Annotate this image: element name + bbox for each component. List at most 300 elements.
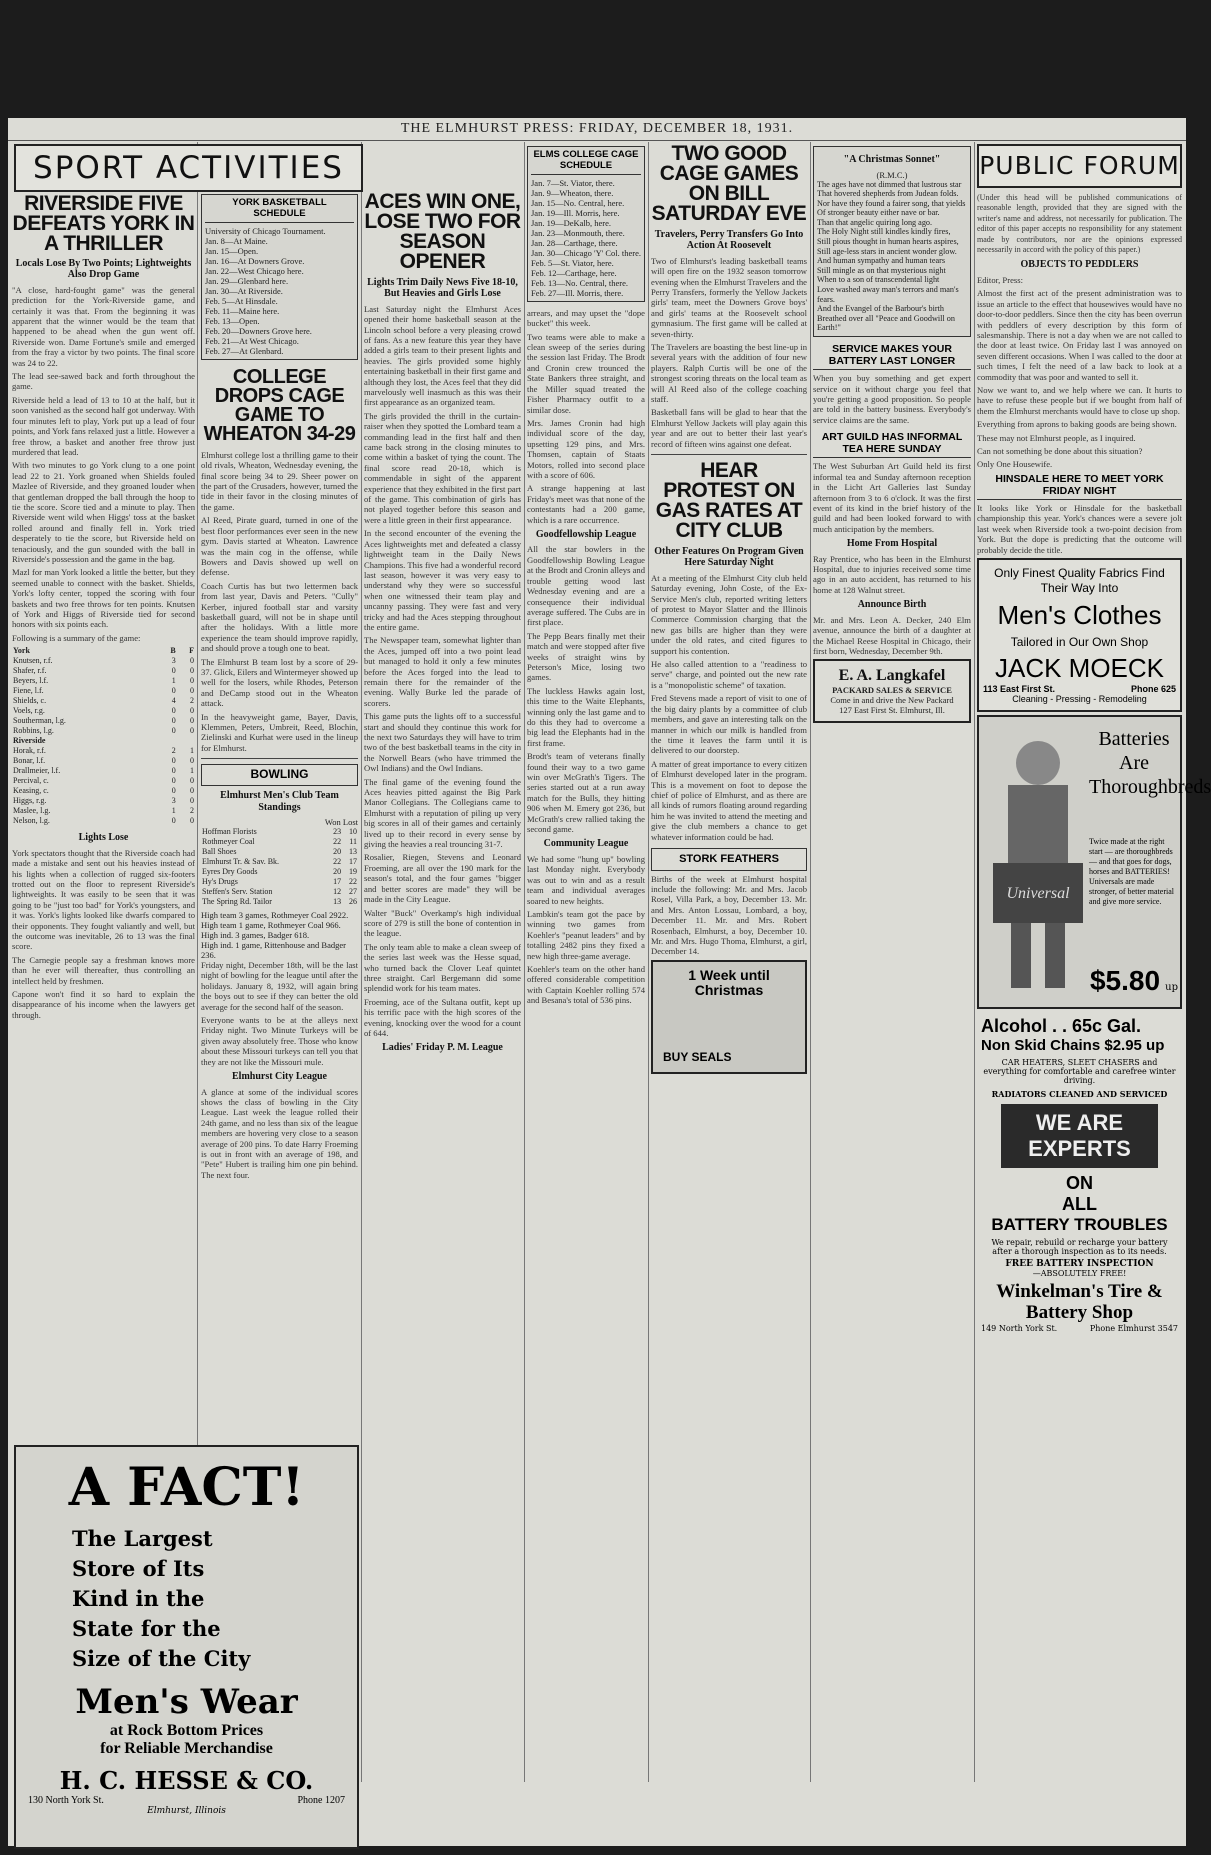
standings-note: High ind. 1 game, Rittenhouse and Badger 236.	[201, 940, 346, 961]
battery-headline: SERVICE MAKES YOUR BATTERY LAST LONGER	[813, 343, 971, 370]
ad-name: H. C. HESSE & CO.	[59, 1766, 314, 1796]
ad-phone: Phone Elmhurst 3547	[1089, 1323, 1178, 1333]
table-row	[12, 776, 195, 786]
column-4	[527, 144, 645, 1784]
elms-schedule-box	[527, 146, 645, 302]
article-paragraph: Can not something be done about this situation?	[977, 446, 1143, 457]
article-paragraph: The Pepp Bears finally met their match and were stopped after five weeks of straight wins by Peterson's Mice, losing two games.	[527, 630, 645, 683]
sonnet-line: And the Evangel of the Barbour's birth	[817, 304, 944, 314]
ad-address: 113 East First St.	[983, 684, 1056, 694]
article-paragraph: When you buy something and get expert service on it without charge you feel that you're getting a good proposition. So people are told in the battery business. Everybody's service claims are the same.	[813, 373, 971, 425]
column-rule	[974, 142, 975, 1782]
table-row	[201, 877, 358, 887]
art-guild-headline: ART GUILD HAS INFORMAL TEA HERE SUNDAY	[813, 431, 971, 458]
ad-line: for Reliable Merchandise	[100, 1740, 273, 1758]
ad-name: JACK MOECK	[994, 653, 1165, 683]
ad-line: State for the	[72, 1616, 221, 1642]
sonnet-line: And human sympathy and human tears	[817, 256, 946, 266]
table-cell: 2	[190, 696, 194, 706]
sonnet-line: When to a son of transcendental light	[817, 275, 940, 285]
ad-line: Alcohol . . 65c Gal.	[981, 1016, 1142, 1036]
table-cell: 0	[171, 786, 176, 796]
table-cell: 17	[349, 857, 357, 867]
table-header: F	[189, 646, 194, 656]
table-cell: 22	[333, 857, 342, 867]
sonnet-line: The ages have not dimmed that lustrous star	[817, 179, 962, 189]
table-cell: 22	[333, 837, 342, 847]
sonnet-line: That hovered shepherds from Judean folds.	[817, 189, 959, 199]
ad-line: Store of Its	[72, 1556, 205, 1582]
ad-contact-row	[981, 1324, 1178, 1333]
cage-games-subhead: Travelers, Perry Transfers Go Into Action At Roosevelt	[654, 228, 804, 252]
table-cell: 0	[190, 716, 194, 726]
gas-rates-subhead: Other Features On Program Given Here Saturday Night	[654, 545, 804, 569]
schedule-item: Jan. 15—No. Central, here.	[531, 197, 625, 208]
sport-banner: SPORT ACTIVITIES	[14, 144, 363, 192]
schedule-list	[531, 178, 641, 298]
table-cell: 10	[349, 827, 357, 837]
cage-games-headline: TWO GOOD CAGE GAMES ON BILL SATURDAY EVE	[651, 142, 807, 225]
article-paragraph: In the second encounter of the evening the Aces lightweights met and defeated a classy lightweight team in the Daily News Champions. This five had a wonderful record last season, however it was very easy to understand why they were so successful when one witnessed their team play and uncanny passing. They were fast and very tricky and had the Aces stepping throughout the entire game.	[364, 528, 521, 632]
aces-subhead: Lights Trim Daily News Five 18-10, But Heavies and Girls Lose	[367, 276, 518, 300]
section-subhead: Goodfellowship League	[535, 528, 637, 540]
schedule-item: Jan. 19—DeKalb, here.	[531, 217, 612, 228]
price-block	[1089, 965, 1179, 997]
schedule-item: Jan. 23—Monmouth, there.	[531, 227, 625, 238]
article-paragraph: arrears, and may upset the "dope bucket" this week.	[527, 307, 645, 329]
ad-contact-row	[16, 1795, 357, 1806]
aces-article	[364, 304, 521, 1054]
article-paragraph: Coach Curtis has but two lettermen back from last year, Davis and Peters. "Cully" Kerber, injured football star and varsity basketball guard, will not be in shape until after the holidays. With a little more experience the team should improve rapidly, and should prove a tough one to beat.	[201, 580, 358, 654]
article-paragraph: Almost the first act of the present administration was to issue an article to the effect that housewives would have no door-to-door peddlers. Since then the city has been overrun with peddlers of every description by this form of salesmanship. There is not a day when we are not called to the door at least twice. On Friday last I was annoyed on seven different occasions. When I was called to the door at such times, I felt the need of a law back to look at a commodity that was poor and wanted to sell it.	[977, 288, 1182, 382]
schedule-item: Feb. 13—Open.	[205, 315, 260, 326]
article-paragraph: A matter of great importance to every citizen of Elmhurst developed later in the program. This is a movement on foot to depose the chief of police of Elmhurst, and as there are all kinds of rumors floating around regarding him he was invited to attend the meeting and give the club members a chance to get whatever information could be had.	[651, 758, 807, 842]
table-cell: Maslee, l.g.	[13, 806, 51, 816]
ad-address: 130 North York St.	[28, 1795, 104, 1807]
sonnet-line: Still age-less stars in ancient wonder glow.	[817, 246, 957, 256]
table-cell: 26	[349, 897, 357, 907]
schedule-item: Jan. 30—Chicago 'Y' Col. there.	[531, 247, 642, 258]
table-row	[12, 766, 195, 776]
section-subhead: Ladies' Friday P. M. League	[382, 1042, 503, 1054]
schedule-item: Jan. 15—Open.	[205, 245, 259, 256]
schedule-item: Feb. 13—No. Central, there.	[531, 277, 629, 288]
ad-line: at Rock Bottom Prices	[109, 1722, 264, 1740]
table-row	[12, 676, 195, 686]
ad-line: Tailored in Our Own Shop	[1010, 635, 1149, 649]
table-cell: 0	[190, 706, 194, 716]
ad-line: ALL	[1062, 1194, 1097, 1214]
sonnet-line: Still mingle as on that mysterious night	[817, 265, 946, 275]
hinsdale-headline: HINSDALE HERE TO MEET YORK FRIDAY NIGHT	[977, 473, 1182, 500]
table-cell: 1	[190, 766, 194, 776]
riverside-subhead: Locals Lose By Two Points; Lightweights Also Drop Game	[15, 257, 192, 281]
article-paragraph: The West Suburban Art Guild held its first informal tea and Sunday afternoon reception in the Licht Art Galleries last Sunday afternoon from 3 to 6 o'clock. It was the first event of its kind in the brief history of the guild and had been looked forward to with much anticipation by the members.	[813, 461, 971, 534]
article-paragraph: The lead see-sawed back and forth throughout the game.	[12, 371, 195, 392]
college-headline: COLLEGE DROPS CAGE GAME TO WHEATON 34-29	[203, 365, 356, 445]
box-score-table	[12, 646, 195, 826]
section-subhead: Announce Birth	[857, 599, 927, 611]
newspaper-page	[8, 118, 1211, 1846]
table-cell: Riverside	[13, 736, 46, 746]
article-paragraph: Brodt's team of veterans finally found their way to a two game win over McGrath's Tigers. The series started out at a run away match for the Bulls, they hitting 906 when M. Emery got 236, but McGrath's crew rallied taking the second game.	[527, 751, 645, 835]
standings-title: Elmhurst Men's Club Team Standings	[220, 790, 339, 813]
section-subhead: Lights Lose	[78, 832, 129, 844]
article-paragraph: Two of Elmhurst's leading basketball teams will open fire on the 1932 season tomorrow evening when the Elmhurst Travelers and the Perry Transfers, formerly the Yellow Jackets girls' team, meet the Downers Grove boys' and girls' teams at the Roosevelt school gymnasium. The first game will be called at seven-thirty.	[651, 255, 807, 339]
table-cell: Keasing, c.	[13, 786, 49, 796]
table-row	[201, 857, 358, 867]
section-subhead: Community League	[543, 838, 629, 850]
divider	[201, 758, 358, 759]
table-cell: Steffen's Serv. Station	[202, 887, 273, 897]
table-cell: 0	[190, 686, 194, 696]
article-paragraph: The only team able to make a clean sweep of the series last week was the Hesse squad, who turned back the Clover Leaf quintet three straight. Carl Bergemann did some splendid work for his team mates.	[364, 941, 521, 994]
ad-phone: Phone 1207	[297, 1795, 345, 1807]
sonnet-line: Still pious thought in human hearts aspires,	[817, 237, 959, 247]
column-rule	[810, 142, 811, 1782]
article-paragraph: Mrs. James Cronin had high individual score of the day, upsetting 129 pins, and Mrs. Thomsen, captain of Staats Motors, rolled into second place with a score of 606.	[527, 417, 645, 480]
table-cell: Knutsen, r.f.	[13, 656, 53, 666]
table-cell: 3	[171, 796, 176, 806]
table-row	[12, 726, 195, 736]
article-paragraph: These may not Elmhurst people, as I inquired.	[977, 432, 1136, 443]
schedule-list	[205, 226, 354, 356]
article-paragraph: Basketball fans will be glad to hear that the Elmhurst Yellow Jackets will play again this year and are out to better their last year's record of fifteen wins against one defeat.	[651, 407, 807, 449]
schedule-item: Jan. 8—At Maine.	[205, 235, 268, 246]
schedule-title: ELMS COLLEGE CAGE SCHEDULE	[531, 150, 641, 175]
column-2	[201, 192, 358, 1442]
sonnet-box	[813, 146, 971, 337]
schedule-item: Jan. 9—Wheaton, there.	[531, 187, 614, 198]
column-rule	[361, 142, 362, 1782]
article-paragraph: Following is a summary of the game:	[12, 632, 141, 643]
table-cell: Higgs, r.g.	[13, 796, 47, 806]
article-paragraph: Walter "Buck" Overkamp's high individual score of 279 is still the bone of contention in the league.	[364, 907, 521, 939]
ad-body: Twice made at the right start — are thoroughbreds — and that goes for dogs, horses and BATTERIES! Universals are made stronger, of better material and give more service.	[1089, 837, 1174, 906]
table-row	[12, 816, 195, 826]
article-paragraph: York spectators thought that the Riverside coach had made a mistake and sent out his heavies instead of his lights when a collection of rugged six-footers trotted out on the floor to represent Riverside's lightweights. It was easily to be seen that it was going to be "just too bad" for York's youngsters, and it was. York's lights looked like dwarfs compared to their opponents. They fought valiantly and well, but the outcome was inevitable, 26 to 13 was the final score.	[12, 847, 195, 952]
table-row	[12, 686, 195, 696]
ad-line: Only Finest Quality Fabrics Find Their Way Into	[994, 566, 1165, 595]
york-schedule-box	[201, 194, 358, 360]
table-cell: 0	[171, 816, 176, 826]
forum-banner: PUBLIC FORUM	[977, 144, 1182, 188]
ad-contact-row	[983, 684, 1176, 694]
table-cell: 13	[333, 897, 342, 907]
table-cell: 20	[333, 867, 342, 877]
table-row	[12, 786, 195, 796]
table-cell: 0	[190, 726, 194, 736]
schedule-item: Jan. 28—Carthage, there.	[531, 237, 618, 248]
masthead: THE ELMHURST PRESS: FRIDAY, DECEMBER 18, 1931.	[8, 118, 1186, 141]
ad-line: FREE BATTERY INSPECTION	[1005, 1259, 1154, 1269]
article-paragraph: The Travelers are boasting the best line-up in several years with the addition of four new players. Ralph Curtis will be one of the strongest scoring threats on the local team as will Al Reed also of the college coaching staff.	[651, 342, 807, 405]
schedule-item: Feb. 27—At Glenbard.	[205, 345, 284, 356]
article-paragraph: A glance at some of the individual scores shows the class of bowling in the City League. Last week the league rolled their 24th game, and no less than six of the league members are hovering very close to a season average of 200 pins. To date Harry Froeming is out in front with an average of 198, and "Pete" Hubert is trailing him one pin behind. The next four.	[201, 1086, 358, 1180]
ad-phone: Phone 625	[1130, 684, 1176, 694]
article-paragraph: Elmhurst college lost a thrilling game to their old rivals, Wheaton, Wednesday evening, the final score being 34 to 29. Sheer power on the part of the Crusaders, however, turned the tide in their favor in the closing minutes of the game.	[201, 449, 358, 512]
article-paragraph: Everything from aprons to baking goods are being shown.	[977, 419, 1177, 430]
article-paragraph: The Newspaper team, somewhat lighter than the Aces, jumped off into a two point lead but managed to hold it only a few minutes before the Aces forged into the lead to remain there for the remainder of the evening. Wally Burke led the parade of scorers.	[364, 635, 521, 708]
table-cell: Bonar, l.f.	[13, 756, 46, 766]
table-cell: 1	[190, 746, 194, 756]
table-cell: The Spring Rd. Tailor	[202, 897, 272, 907]
experts-banner: WE ARE EXPERTS	[1001, 1104, 1158, 1168]
table-cell: 0	[171, 666, 176, 676]
article-paragraph: Friday night, December 18th, will be the last night of bowling for the league until after the holidays. January 8, 1932, will again bring the boys out to see if they can better the old average for the second half of the season.	[201, 960, 358, 1012]
table-cell: 0	[171, 756, 176, 766]
table-cell: Fiene, l.f.	[13, 686, 44, 696]
ad-big: Men's Wear	[75, 1682, 298, 1723]
table-cell: Shafer, r.f.	[13, 666, 47, 676]
sonnet-line: Of stronger beauty either nave or bar.	[817, 208, 940, 218]
article-paragraph: Capone won't find it so hard to explain the disappearance of his income when the lawyers get through.	[12, 989, 195, 1020]
table-cell: 0	[171, 766, 176, 776]
table-cell: 27	[349, 887, 357, 897]
article-paragraph: Everyone wants to be at the alleys next Friday night. Two Minute Turkeys will be given away absolutely free. Those who know about these Missouri turkeys can tell you that they are not like the Missouri mule.	[201, 1015, 358, 1067]
article-paragraph: Births of the week at Elmhurst hospital include the following: Mr. and Mrs. Jacob Rosel, Villa Park, a boy, December 13. Mr. and Mrs. Anton Lossau, Lombard, a boy, December 11. Mr. and Mrs. Robert Rosenbach, Elmhurst, a boy, December 10. Mr. and Mrs. Hugo Thoma, Elmhurst, a girl, December 14.	[651, 873, 807, 957]
article-paragraph: We had some "hung up" bowling last Monday night. Everybody was out to win and as a result team and individual averages soared to new heights.	[527, 853, 645, 906]
table-cell: Southerman, l.g.	[13, 716, 66, 726]
column-7	[977, 144, 1211, 1844]
schedule-item: Jan. 16—At Downers Grove.	[205, 255, 305, 266]
column-1	[12, 192, 195, 1442]
ad-line: RADIATORS CLEANED AND SERVICED	[991, 1089, 1168, 1099]
ad-name: Winkelman's Tire & Battery Shop	[996, 1281, 1163, 1323]
sonnet-title: "A Christmas Sonnet"	[843, 154, 941, 165]
table-cell: Voels, r.g.	[13, 706, 45, 716]
schedule-item: Feb. 11—Maine here.	[205, 305, 280, 316]
ad-line: ON	[1066, 1173, 1093, 1193]
ad-line: The Largest	[72, 1526, 213, 1552]
ad-services: Cleaning - Pressing - Remodeling	[1012, 694, 1147, 704]
standings-notes	[201, 910, 358, 960]
section-subhead: Elmhurst City League	[232, 1071, 327, 1083]
column-rule	[524, 142, 525, 1782]
ad-line: CAR HEATERS, SLEET CHASERS and everything for comfortable and carefree winter driving.	[983, 1058, 1176, 1085]
article-paragraph: The final game of the evening found the Aces heavies pitted against the Big Park Manor Collegians. The Collegians came to Elmhurst with a reputation of piling up very big scores in all of their games and certainly lived up to their record in every sense by giving the heavies a real trouncing 31-7.	[364, 776, 521, 850]
gas-rates-headline: HEAR PROTEST ON GAS RATES AT CITY CLUB	[655, 459, 803, 542]
table-cell: Horak, r.f.	[13, 746, 46, 756]
column-5	[651, 144, 807, 1784]
letter-title: OBJECTS TO PEDDLERS	[1020, 259, 1139, 271]
article-paragraph: Riverside held a lead of 13 to 10 at the half, but it soon vanished as the second half got underway. With four minutes left to play, York put up a lead of four points, and York fans relaxed just a little. However a free throw, a basket and another free throw just murdered that lead.	[12, 394, 195, 457]
winkelman-ad	[977, 1012, 1182, 1337]
bowling-article	[527, 308, 645, 1006]
article-paragraph: Rosalier, Riegen, Stevens and Leonard Froeming, are all over the 190 mark for the season's total, and the four games "bigger and better scores are made" they will be made in the City League.	[364, 852, 521, 905]
table-cell: Drallmeier, l.f.	[13, 766, 61, 776]
table-cell: 0	[190, 676, 194, 686]
column-6	[813, 144, 971, 1784]
table-cell: 2	[171, 746, 176, 756]
table-row	[12, 696, 195, 706]
standings-note: High ind. 3 games, Badger 618.	[201, 930, 310, 941]
schedule-title: YORK BASKETBALL SCHEDULE	[205, 198, 354, 223]
article-paragraph: Al Reed, Pirate guard, turned in one of the best floor performances ever seen in the new gym. Davis started at Wheaton. Lawrence was the main cog in the offense, while Bowers and Davis showed up well on defense.	[201, 515, 358, 578]
article-paragraph: Fred Stevens made a report of visit to one of the big dairy plants by a committee of club members, and gave an interesting talk on the manner in which our milk is handled from the time it leaves the farm until it is delivered to our doorstep.	[651, 693, 807, 756]
ad-footer: Elmhurst, Illinois	[147, 1806, 226, 1817]
article-paragraph: Two teams were able to make a clean sweep of the series during the session last Friday. The Brodt and Cronin crew trounced the State Bankers three straight, and the Miller squad treated the Fisher Pharmacy outfit to a similar dose.	[527, 331, 645, 415]
won-lost-header: Won Lost	[324, 817, 358, 828]
table-row	[12, 806, 195, 816]
schedule-item: Jan. 19—Ill. Morris, here.	[531, 207, 620, 218]
schedule-item: University of Chicago Tournament.	[205, 225, 326, 236]
ad-lines	[16, 1524, 357, 1674]
ad-name: E. A. Langkafel	[838, 667, 946, 685]
table-cell: 0	[190, 786, 194, 796]
table-row	[201, 837, 358, 847]
ad-address: 149 North York St.	[981, 1323, 1058, 1333]
table-cell: 13	[349, 847, 357, 857]
article-paragraph: This game puts the lights off to a successful start and should they continue this work for the next two Saturdays they will have to trim two of the best basketball teams in the city in the Norwell Bears (who have trimmed the Owl Indians) and the Owl Indians.	[364, 711, 521, 774]
article-paragraph: Last Saturday night the Elmhurst Aces opened their home basketball season at the Lincoln school before a very pleasing crowd of fans. As a new feature this year they have added a girls team to their present lights and heavies. The girls provided some highly entertaining basketball in their first game and although they lost, the Aces feel that they did marvelously well inasmuch as this was their first appearance as an organized team.	[364, 303, 521, 408]
schedule-item: Feb. 12—Carthage, here.	[531, 267, 617, 278]
article-paragraph: It looks like York or Hinsdale for the basketball championship this year. York's chances were a severe jolt last week when Riverside took a two-point decision from York. But the dope is predicting that the outcome will probably decide the title.	[977, 502, 1182, 555]
bowling-title: BOWLING	[201, 764, 358, 786]
ad-line: —ABSOLUTELY FREE!	[1032, 1269, 1127, 1278]
ad-line: BATTERY TROUBLES	[991, 1215, 1168, 1234]
schedule-item: Jan. 7—St. Viator, there.	[531, 177, 615, 188]
table-row	[12, 736, 195, 746]
article-paragraph: "A close, hard-fought game" was the general prediction for the York-Riverside game, and certainly it was that. From the beginning it was apparent that the winner would be the team that happened to be ahead when the gun went off. Riverside won. Dame Fortune's smile and emerged from the fray a victor by two points. The final score was 24 to 22.	[12, 284, 195, 368]
battery-ad	[977, 715, 1211, 1009]
table-header: York	[13, 646, 30, 656]
table-row	[12, 796, 195, 806]
table-row	[12, 756, 195, 766]
column-3	[364, 192, 521, 1832]
ad-line: Kind in the	[72, 1586, 205, 1612]
table-cell: 11	[349, 837, 357, 847]
table-cell: 1	[171, 806, 176, 816]
table-cell: 19	[349, 867, 357, 877]
ad-headline: Batteries Are Thoroughbreds	[1089, 728, 1211, 798]
schedule-item: Jan. 30—At Riverside.	[205, 285, 283, 296]
table-row	[201, 897, 358, 907]
ad-line: Non Skid Chains $2.95 up	[981, 1037, 1165, 1054]
table-cell: 1	[171, 676, 176, 686]
sonnet-line: The Holy Night still kindles kindly fires,	[817, 227, 951, 237]
article-paragraph: The Elmhurst B team lost by a score of 29-37. Glick, Eilers and Wintermeyer showed up well for the losers, while Rhodes, Peterson and DeCamp stood out in the Wheaton attack.	[201, 656, 359, 709]
table-cell: 0	[171, 706, 176, 716]
article-paragraph: Lambkin's team got the pace by winning two games from Koehler's "peanut leaders" and by totalling 2482 pins they fixed a new high three-game average.	[527, 908, 645, 961]
table-row	[12, 656, 195, 666]
article-paragraph: The luckless Hawks again lost, this time to the Waite Elephants, winning only the last game and to do this they had to overcome a big lead the Elephants had in the first frame.	[527, 685, 645, 748]
table-cell: Eyres Dry Goods	[202, 867, 258, 877]
article-paragraph: With two minutes to go York clung to a one point lead 22 to 21. York groaned when Shields fouled Mazlee of Riverside, and they groaned louder when that gentleman dropped the ball through the hoop to tie the score. Score tied and a minute to play. Then Riverside went wild when Higgs' toss at the basket rolled around and finally fell in. York tried desperately to tie the score, but Riverside held on tenaciously, and the gun sounded with the ball in Riverside's possession and the game in the bag.	[12, 460, 195, 564]
sonnet-author: (R.M.C.)	[876, 169, 908, 180]
table-cell: Robbins, l.g.	[13, 726, 54, 736]
article-paragraph: Ray Prentice, who has been in the Elmhurst Hospital, due to injuries received some time ago in an auto accident, has returned to his home at 128 Walnut street.	[813, 553, 971, 595]
stork-title: STORK FEATHERS	[651, 848, 807, 871]
sonnet-line: Than that angelic quiring long ago.	[817, 217, 933, 227]
price-unit: up	[1165, 982, 1178, 993]
table-cell: Hy's Drugs	[202, 877, 238, 887]
article-paragraph: Froeming, ace of the Sultana outfit, kept up his terrific pace with the high scores of the evening, knocking over the wood for a count of 644.	[364, 996, 521, 1038]
table-cell	[157, 736, 176, 746]
table-cell: Elmhurst Tr. & Sav. Bk.	[202, 857, 280, 867]
standings-note: High team 3 games, Rothmeyer Coal 2922.	[201, 910, 349, 921]
sonnet-line: Breathed over all "Peace and Goodwill on Earth!"	[817, 313, 955, 333]
table-cell: 0	[190, 666, 194, 676]
table-cell: 0	[190, 796, 194, 806]
ad-line: PACKARD SALES & SERVICE	[832, 685, 952, 696]
table-row	[201, 867, 358, 877]
table-cell: 0	[171, 726, 176, 736]
table-cell: Beyers, l.f.	[13, 676, 49, 686]
price: $5.80	[1089, 965, 1161, 996]
langkafel-ad	[813, 659, 971, 723]
ad-headline: Men's Clothes	[997, 600, 1162, 630]
table-cell: 0	[190, 756, 194, 766]
article-paragraph: Koehler's team on the other hand offered considerable competition with Captain Koehler rolling 574 and Besana's total of 536 pins.	[527, 964, 645, 1006]
article-paragraph: All the star bowlers in the Goodfellowship Bowling League at the Brodt and Cronin alleys and trouble getting wood last Wednesday evening and are a consequence their individual average suffered. The Cubs are in first place.	[527, 544, 645, 628]
table-cell	[177, 736, 195, 746]
table-cell: Shields, c.	[13, 696, 47, 706]
table-cell: 17	[333, 877, 342, 887]
table-cell: 0	[190, 816, 194, 826]
table-cell: Hoffman Florists	[202, 827, 257, 837]
table-row	[12, 746, 195, 756]
schedule-item: Feb. 21—At West Chicago.	[205, 335, 299, 346]
table-cell: 2	[190, 806, 194, 816]
table-cell: 20	[333, 847, 342, 857]
schedule-item: Jan. 29—Glenbard here.	[205, 275, 289, 286]
table-cell: 0	[190, 776, 194, 786]
table-row	[12, 716, 195, 726]
table-cell: 23	[333, 827, 342, 837]
ad-headline: 1 Week until Christmas	[688, 966, 770, 999]
article-paragraph: Now we want to, and we help where we can. It hurts to have to refuse these people but if we bought from half of them the Elmhurst merchants would have to close up shop.	[977, 385, 1182, 416]
sonnet-lines	[817, 180, 967, 334]
article-paragraph: Mr. and Mrs. Leon A. Decker, 240 Elm avenue, announce the birth of a daughter at the Michael Reese Hospital in Chicago, their first born, Wednesday, December 9th.	[813, 614, 971, 656]
standings-table	[201, 827, 358, 907]
schedule-item: Feb. 5—St. Viator, here.	[531, 257, 614, 268]
hesse-ad	[14, 1445, 359, 1849]
schedule-item: Feb. 20—Downers Grove here.	[205, 325, 312, 336]
table-cell: Nelson, l.g.	[13, 816, 50, 826]
riverside-headline: RIVERSIDE FIVE DEFEATS YORK IN A THRILLER	[12, 192, 195, 255]
ad-line: Size of the City	[72, 1646, 251, 1672]
table-row	[201, 887, 358, 897]
aces-headline: ACES WIN ONE, LOSE TWO FOR SEASON OPENER	[364, 190, 521, 273]
article-paragraph: At a meeting of the Elmhurst City club held Saturday evening, John Coste, of the Ex-Service Men's club, reported writing letters of protest to Mayor Slatter and the Illinois Commerce Commission charging that the new gas bills are higher than they were under the old rates, and cited figures to support his contention.	[651, 572, 807, 656]
table-cell: Rothmeyer Coal	[202, 837, 255, 847]
sonnet-line: Love washed away man's terrors and man's fears.	[817, 285, 959, 304]
forum-intro: (Under this head will be published communications of reasonable length, provided that they are signed with the writer's name and address, not necessarily for publication. The editor of this paper accepts no responsibility for any statement made by contributors, nor are the opinions expressed necessarily in accord with the policy of this paper.)	[977, 193, 1182, 255]
divider	[651, 454, 807, 455]
schedule-item: Feb. 5—At Hinsdale.	[205, 295, 278, 306]
article-paragraph: Mazl for man York looked a little the better, but they seemed unable to connect with the basket. Shields, York's lofty center, topped the scoring with four baskets and two free throws for ten points. Knutsen of York and Higgs of Riverside tied for second honors with six points each.	[12, 567, 195, 630]
table-cell: Percival, c.	[13, 776, 49, 786]
christmas-seals-ad	[651, 960, 807, 1074]
article-paragraph: In the heavyweight game, Bayer, Davis, Klemmen, Peters, Umbreit, Reed, Blochin, Zielinski and Kurhat were used in the lineup for Elmhurst.	[201, 711, 358, 753]
table-cell: 0	[171, 776, 176, 786]
table-cell: 12	[333, 887, 342, 897]
article-paragraph: Only One Housewife.	[977, 459, 1053, 470]
table-cell: 3	[171, 656, 176, 666]
column-rule	[648, 142, 649, 1782]
table-row	[12, 706, 195, 716]
table-cell: 0	[171, 686, 176, 696]
table-header: B	[170, 646, 176, 656]
table-row	[201, 827, 358, 837]
table-cell: 0	[190, 656, 194, 666]
ad-line: 127 East First St. Elmhurst, Ill.	[839, 705, 945, 716]
seals-label: BUY SEALS	[663, 1049, 732, 1064]
standings-note: High team 1 game, Rothmeyer Coal 966.	[201, 920, 341, 931]
article-paragraph: He also called attention to a "readiness to serve" charge, and pointed out the new rate is a "monopolistic scheme" of taxation.	[651, 659, 807, 690]
table-cell: 4	[171, 696, 176, 706]
